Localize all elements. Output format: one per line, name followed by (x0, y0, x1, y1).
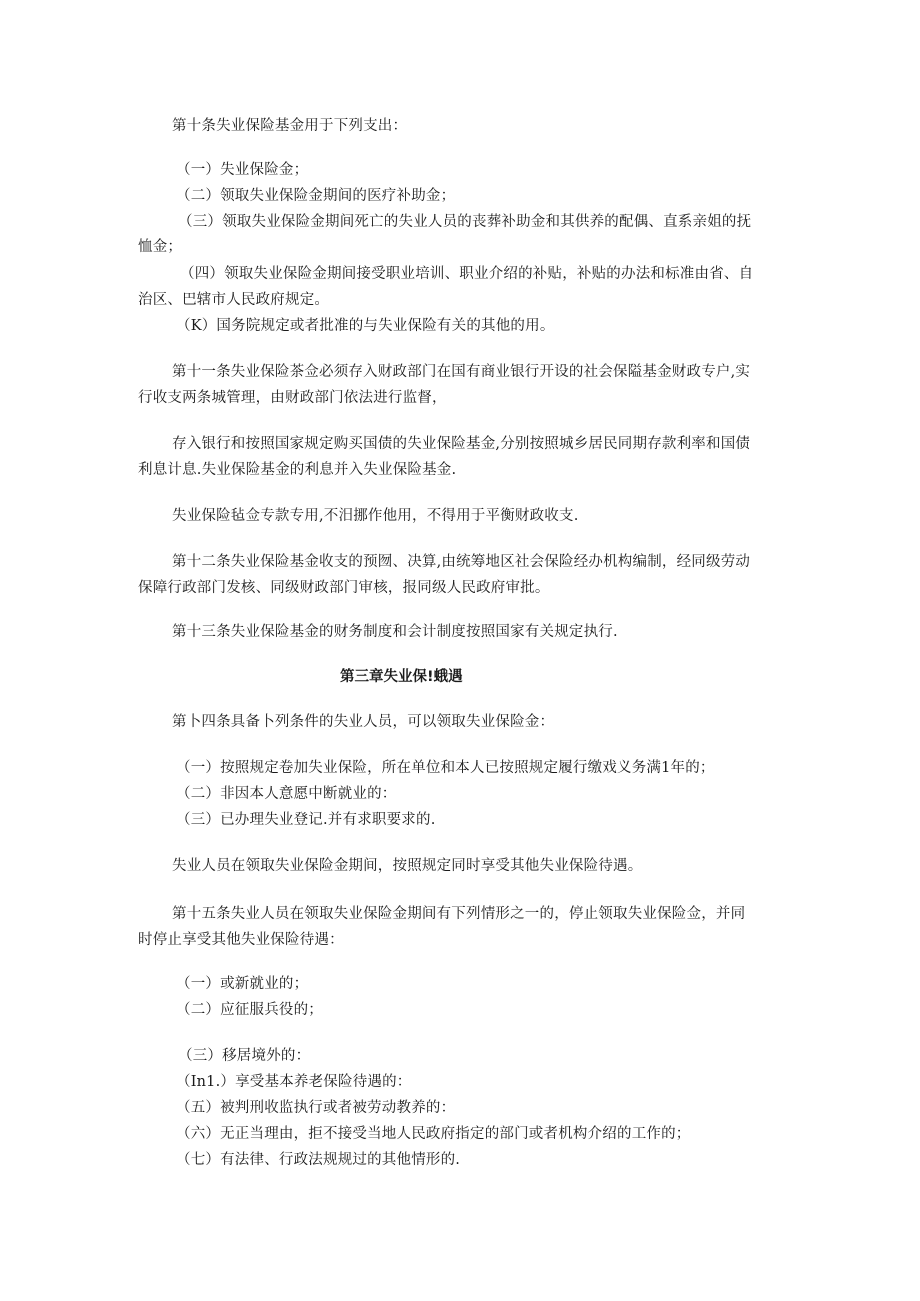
article-12: 第十二条失业保险基金收支的预囫、决算,由统筹地区社会保险经办机构编制，经同级劳动 (172, 554, 751, 570)
list-item: （二）领取失业保险金期间的医疗补助金； (176, 188, 456, 204)
list-item-continuation: 治区、巴辖市人民政府规定。 (138, 292, 330, 308)
list-item: （三）领取失业保险金期间死亡的失业人员的丧葬补助金和其供养的配偶、直系亲姐的抚 (178, 214, 752, 230)
paragraph: 存入银行和按照国家规定购买国债的失业保险基金,分别按照城乡居民同期存款利率和国债 (172, 436, 751, 452)
list-item: （一）失业保险金； (176, 162, 309, 178)
article-14: 第卜四条具备卜列条件的失业人员，可以领取失业保险金： (172, 714, 555, 730)
paragraph-continuation: 利息计息.失业保险基金的利息并入失业保险基金. (138, 462, 457, 478)
list-item-continuation: 恤金； (138, 239, 183, 255)
paragraph: 失业人员在领取失业保险金期间，按照规定同时享受其他失业保险待遇。 (172, 858, 643, 874)
list-item: （二）应征服兵役的； (176, 1002, 323, 1018)
article-13: 第十三条失业保险基金的财务制度和会计制度按照国家有关规定执行. (172, 624, 618, 640)
article-11: 第十一条失业保险茶佥必须存入财政部门在国有商业银行开设的社会保隘基金财政专户,实 (172, 364, 751, 380)
list-item: （四）领取失业保险金期间接受职业培训、职业介绍的补贴，补贴的办法和标准由省、自 (180, 266, 754, 282)
list-item: （五）被判刑收监执行或者被劳动教养的： (176, 1100, 456, 1116)
list-item: （In1.）享受基本养老保险待遇的： (176, 1074, 412, 1090)
list-item: （七）有法律、行政法规规过的其他情形的. (176, 1152, 461, 1168)
article-12-continuation: 保障行政部门发核、同级财政部门审核，报同级人民政府审批。 (138, 580, 550, 596)
article-15: 第十五条失业人员在领取失业保险金期间有下列情形之一的，停止领取失业保险佥，并同 (172, 906, 746, 922)
list-item: （二）非因本人意愿中断就业的： (176, 786, 397, 802)
list-item: （一）按照规定卷加失业保险，所在单位和本人已按照规定履行缴戏义务满1年的； (176, 760, 715, 776)
list-item: （K）国务院规定或者批准的与失业保险有关的其他的用。 (176, 318, 555, 334)
article-10: 第十条失业保险基金用于下列支出： (172, 118, 408, 134)
list-item: （六）无正当理由，拒不接受当地人民政府指定的部门或者机构介绍的工作的； (176, 1126, 691, 1142)
paragraph: 失业保险毡佥专款专用,不汨挪作他用，不得用于平衡财政收支. (172, 508, 579, 524)
chapter-heading: 第三章失业保!蛾遇 (340, 669, 463, 685)
list-item: （一）或新就业的； (176, 976, 309, 992)
article-15-continuation: 时停止享受其他失业保险待遇： (138, 932, 344, 948)
article-11-continuation: 行收支两条城管理，由财政部门依法进行监督， (138, 390, 447, 406)
list-item: （三）已办理失业登记.并有求职要求的. (176, 812, 436, 828)
list-item: （三）移居境外的： (178, 1048, 311, 1064)
